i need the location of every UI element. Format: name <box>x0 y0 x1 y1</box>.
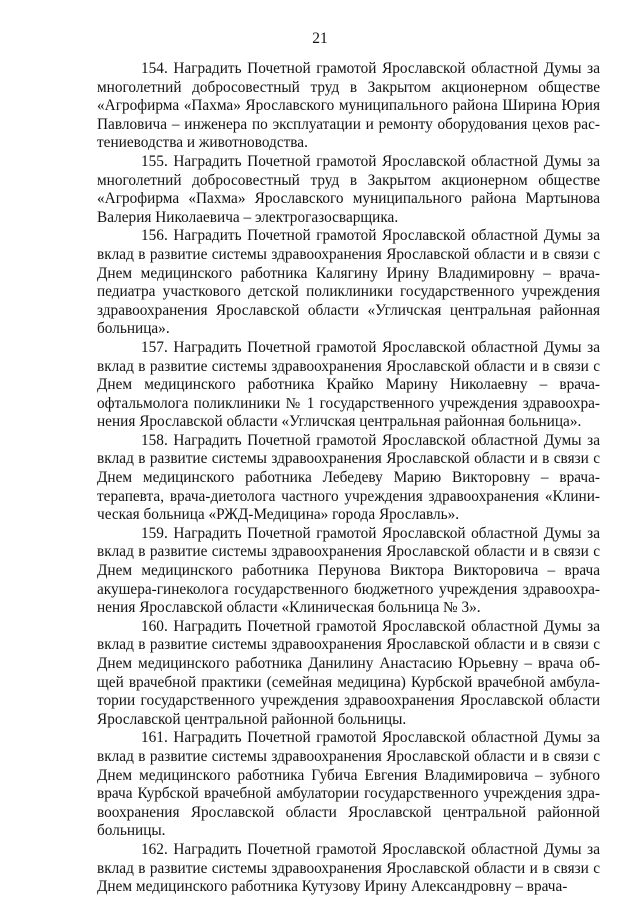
paragraph-156: 156. Наградить Почетной грамотой Ярославской областной Думы за вклад в развитие системы здравоохранения Ярославской области и в связи с Днем медицинского работника Калягину Ирину Владимировну – врача-педиатра участкового детской поликлиники государственного учреждения здравоохранения Ярославской области «Угличская центральная районная больница». <box>97 227 600 338</box>
paragraph-160: 160. Наградить Почетной грамотой Ярославской областной Думы за вклад в развитие системы здравоохранения Ярославской области и в связи с Днем медицинского работника Данилину Анастасию Юрьевну – врача общей врачебной практики (семейная медицина) Курбской врачебной амбулатории государственного учреждения здравоохранения Ярославской области Ярославской центральной районной больницы. <box>97 617 600 728</box>
paragraph-154: 154. Наградить Почетной грамотой Ярославской областной Думы за многолетний добросовестный труд в Закрытом акционерном обществе «Агрофирма «Пахма» Ярославского муниципального района Ширина Юрия Павловича – инженера по эксплуатации и ремонту оборудования цехов растениеводства и животноводства. <box>97 60 600 152</box>
paragraph-162: 162. Наградить Почетной грамотой Ярославской областной Думы за вклад в развитие системы здравоохранения Ярославской области и в связи с Днем медицинского работника Кутузову Ирину Александровну – врача- <box>97 840 600 896</box>
paragraph-161: 161. Наградить Почетной грамотой Ярославской областной Думы за вклад в развитие системы здравоохранения Ярославской области и в связи с Днем медицинского работника Губича Евгения Владимировича – зубного врача Курбской врачебной амбулатории государственного учреждения здравоохранения Ярославской области Ярославской центральной районной больницы. <box>97 729 600 840</box>
paragraph-158: 158. Наградить Почетной грамотой Ярославской областной Думы за вклад в развитие системы здравоохранения Ярославской области и в связи с Днем медицинского работника Лебедеву Марию Викторовну – врача-терапевта, врача-диетолога частного учреждения здравоохранения «Клиническая больница «РЖД-Медицина» города Ярославль». <box>97 431 600 524</box>
paragraph-155: 155. Наградить Почетной грамотой Ярославской областной Думы за многолетний добросовестный труд в Закрытом акционерном обществе «Агрофирма «Пахма» Ярославского муниципального района Мартынова Валерия Николаевича – электрогазосварщика. <box>97 152 600 226</box>
document-body <box>97 60 600 897</box>
paragraph-157: 157. Наградить Почетной грамотой Ярославской областной Думы за вклад в развитие системы здравоохранения Ярославской области и в связи с Днем медицинского работника Крайко Марину Николаевну – врача-офтальмолога поликлиники № 1 государственного учреждения здравоохранения Ярославской области «Угличская центральная районная больница». <box>97 338 600 431</box>
page-number: 21 <box>312 30 328 47</box>
paragraph-159: 159. Наградить Почетной грамотой Ярославской областной Думы за вклад в развитие системы здравоохранения Ярославской области и в связи с Днем медицинского работника Перунова Виктора Викторовича – врача акушера-гинеколога государственного бюджетного учреждения здравоохранения Ярославской области «Клиническая больница № 3». <box>97 524 600 617</box>
